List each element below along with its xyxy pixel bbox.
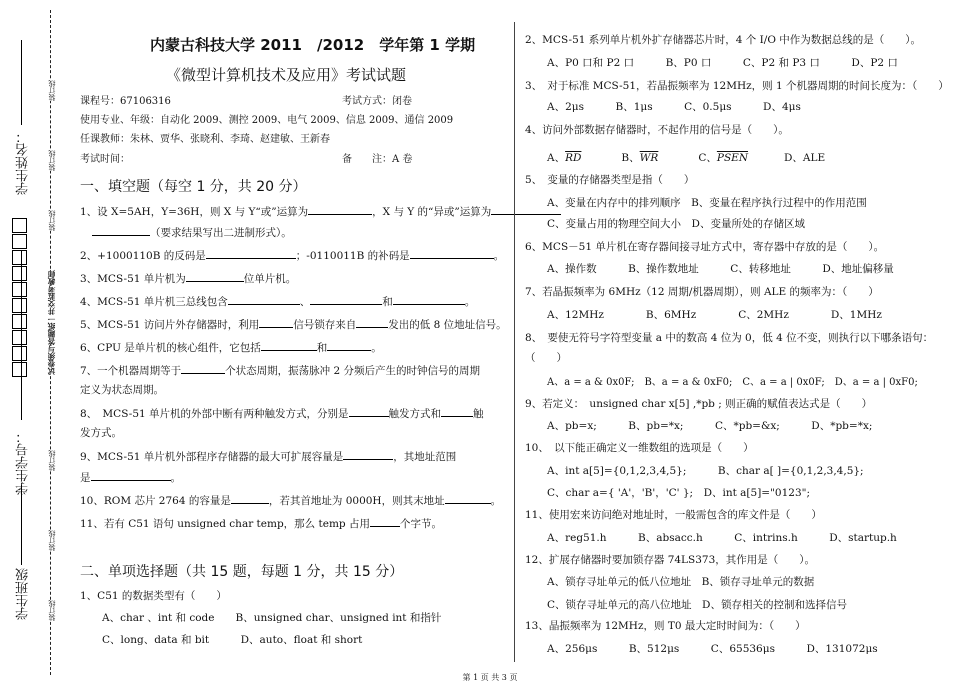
s1-question-7	[80, 362, 480, 378]
remark: 备 注：A 卷	[342, 154, 413, 165]
q8-blank-1[interactable]	[349, 405, 389, 417]
q10-blank-2[interactable]	[445, 492, 491, 504]
student-id-label: 学生学号：	[16, 430, 31, 495]
course-no: 课程号：67106316	[80, 96, 171, 107]
q10-text-b: ，若其首地址为 0000H，则其末地址	[268, 495, 445, 507]
s2-q5-options-ab: A、变量在内存中的排列顺序 B、变量在程序执行过程中的作用范围	[547, 197, 867, 209]
s2-question-8-cont: （ ）	[525, 352, 567, 364]
s2-q12-options-cd: C、锁存寻址单元的高八位地址 D、锁存相关的控制和选择信号	[547, 599, 847, 611]
q1-text-a: 1、设 X=5AH，Y=36H，则 X 与 Y“或”运算为	[80, 206, 309, 218]
exam-time: 考试时间：	[80, 154, 130, 165]
q9-blank-1[interactable]	[343, 448, 393, 460]
s1-question-8	[80, 405, 484, 421]
s2-question-3: 3、 对于标准 MCS-51，若晶振频率为 12MHz，则 1 个机器周期的时间长度为：（ ）	[525, 80, 949, 92]
q9-text-c: 是	[80, 472, 91, 484]
s2-q7-options: A、12MHz B、6MHz C、2MHz D、1MHz	[547, 309, 882, 321]
s2-question-12: 12、扩展存储器时要加锁存器 74LS373，其作用是（ ）。	[525, 554, 816, 566]
seal-mark-3: 装订线	[48, 210, 56, 231]
q8-text-c: 触	[473, 408, 484, 420]
s1-question-3	[80, 270, 296, 286]
q6-text-a: 6、CPU 是单片机的核心组件，它包括	[80, 342, 261, 354]
q10-text-c: 。	[490, 495, 502, 507]
q5-text-a: 5、MCS-51 访问片外存储器时，利用	[80, 319, 260, 331]
section2-title: 二、单项选择题（共 15 题，每题 1 分，共 15 分）	[80, 564, 404, 580]
student-name-label: 学生姓名：	[16, 130, 31, 195]
s1-question-9	[80, 448, 456, 464]
s2-q1-options-cd: C、long、data 和 bit D、auto、float 和 short	[102, 634, 363, 646]
q1-text-b: ，X 与 Y 的“异或”运算为	[372, 206, 492, 218]
q10-text-a: 10、ROM 芯片 2764 的容量是	[80, 495, 231, 507]
s2-question-10: 10、 以下能正确定义一维数组的选项是（ ）	[525, 442, 754, 454]
s2-q1-options-ab: A、char 、int 和 code B、unsigned char、unsigned int 和指针	[102, 612, 442, 624]
s2-question-1: 1、C51 的数据类型有（ ）	[80, 590, 227, 602]
s2-q6-options: A、操作数 B、操作数地址 C、转移地址 D、地址偏移量	[547, 263, 894, 275]
q4-text-d: 。	[464, 296, 476, 308]
seal-mark-6: 装订线	[48, 600, 56, 621]
q8-text-a: 8、 MCS-51 单片机的外部中断有两种触发方式，分别是	[80, 408, 349, 420]
notice-text: 试卷须与答题纸一并交监考教师	[47, 270, 56, 375]
q1-blank-1[interactable]	[308, 203, 372, 215]
student-id-box[interactable]	[12, 346, 27, 361]
q11-text-b: 个字节。	[399, 518, 442, 530]
student-id-box[interactable]	[12, 234, 27, 249]
s2-question-9: 9、若定义： unsigned char x[5] ,*pb ; 则正确的赋值表达式是（ ）	[525, 398, 873, 410]
s1-question-2	[80, 247, 504, 263]
q4-text-a: 4、MCS-51 单片机三总线包含	[80, 296, 228, 308]
q8-text-b: 触发方式和	[388, 408, 442, 420]
s1-question-1	[80, 203, 561, 219]
student-id-box[interactable]	[12, 298, 27, 313]
seal-mark-5: 装订线	[48, 530, 56, 551]
student-id-box[interactable]	[12, 266, 27, 281]
q4-text-b: 、	[299, 296, 311, 308]
s2-question-8: 8、 要使无符号字符型变量 a 中的数高 4 位为 0，低 4 位不变，则执行以下哪条语句：	[525, 332, 934, 344]
q10-blank-1[interactable]	[231, 492, 269, 504]
seal-mark-2: 装订线	[48, 150, 56, 171]
name-underline	[21, 40, 22, 125]
q1-text-c: （要求结果写出二进制形式）。	[150, 227, 292, 239]
q9-text-a: 9、MCS-51 单片机外部程序存储器的最大可扩展容量是	[80, 451, 344, 463]
q2-blank-1[interactable]	[206, 247, 296, 259]
binding-margin	[0, 0, 62, 691]
s2-question-4: 4、访问外部数据存储器时，不起作用的信号是（ ）。	[525, 124, 789, 136]
q6-text-b: 和	[316, 342, 328, 354]
q3-text-b: 位单片机。	[243, 273, 297, 285]
q9-text-b: ，其地址范围	[393, 451, 457, 463]
q3-blank-1[interactable]	[186, 270, 244, 282]
q4-text-c: 和	[382, 296, 393, 308]
q4-option-c-signal: PSEN	[716, 152, 749, 164]
q2-text-c: 。	[493, 250, 505, 262]
s1-question-7-cont: 定义为状态周期。	[80, 384, 164, 396]
exam-title: 《微型计算机技术及应用》考试试题	[166, 66, 407, 84]
q2-text-b: ；-0110011B 的补码是	[295, 250, 410, 262]
student-id-box[interactable]	[12, 282, 27, 297]
q9-blank-2[interactable]	[91, 469, 171, 481]
university-line: 内蒙古科技大学 2011 /2012 学年第 1 学期	[150, 36, 476, 54]
q3-text-a: 3、MCS-51 单片机为	[80, 273, 186, 285]
exam-method: 考试方式：闭卷	[342, 96, 412, 107]
q5-text-c: 发出的低 8 位地址信号。	[388, 319, 507, 331]
student-id-box[interactable]	[12, 218, 27, 233]
seal-mark-4: 装订线	[48, 450, 56, 471]
s2-q9-options: A、pb=x; B、pb=*x; C、*pb=&x; D、*pb=*x;	[547, 420, 873, 432]
q4-option-a-signal: $\overline{RD}$	[565, 152, 582, 164]
s2-q11-options: A、reg51.h B、absacc.h C、intrins.h D、startup.h	[547, 532, 897, 544]
student-class-label: 学生班级	[16, 568, 31, 620]
student-id-box[interactable]	[12, 250, 27, 265]
q11-text-a: 11、若有 C51 语句 unsigned char temp，那么 temp 占用	[80, 518, 370, 530]
s2-q2-options: A、P0 口和 P2 口 B、P0 口 C、P2 和 P3 口 D、P2 口	[547, 57, 898, 69]
q5-blank-1[interactable]	[259, 316, 293, 328]
q5-text-b: 信号锁存来自	[293, 319, 357, 331]
column-divider	[514, 22, 515, 662]
q6-text-c: 。	[371, 342, 382, 354]
s2-q10-options-ab: A、int a[5]={0,1,2,3,4,5}; B、char a[ ]={0,1,2,3,4,5};	[547, 465, 864, 477]
q4-option-a-prefix: A、	[547, 152, 566, 164]
s1-question-6	[80, 339, 382, 355]
q2-text-a: 2、+1000110B 的反码是	[80, 250, 206, 262]
s1-question-8-cont: 发方式。	[80, 427, 122, 439]
q4-blank-1[interactable]	[228, 293, 300, 305]
student-id-box[interactable]	[12, 362, 27, 377]
q4-blank-2[interactable]	[310, 293, 382, 305]
q9-text-d: 。	[170, 472, 181, 484]
q7-text-a: 7、一个机器周期等于	[80, 365, 182, 377]
q11-blank-1[interactable]	[370, 515, 400, 527]
s2-q4-options	[547, 150, 825, 165]
q8-blank-2[interactable]	[441, 405, 473, 417]
page-footer: 第 1 页 共 3 页	[462, 673, 518, 682]
s1-question-5	[80, 316, 507, 332]
s2-q5-options-cd: C、变量占用的物理空间大小 D、变量所处的存储区域	[547, 218, 805, 230]
student-id-box[interactable]	[12, 314, 27, 329]
seal-mark-1: 装订线	[48, 80, 56, 101]
s2-question-13: 13、晶振频率为 12MHz，则 T0 最大定时时间为：（ ）	[525, 620, 806, 632]
s1-question-9-cont	[80, 469, 181, 485]
q4-blank-3[interactable]	[393, 293, 465, 305]
student-id-boxes[interactable]	[12, 218, 27, 377]
q4-option-d: D、ALE	[784, 152, 826, 164]
q4-option-b-signal: $\overline{WR}$	[639, 152, 659, 164]
class-underline	[21, 485, 22, 565]
q7-blank-1[interactable]	[181, 362, 225, 374]
q2-blank-2[interactable]	[410, 247, 494, 259]
q4-option-c-prefix: C、	[698, 152, 717, 164]
s1-question-4	[80, 293, 475, 309]
teachers: 任课教师：朱林、贾华、张晓利、李琦、赵建敏、王新春	[80, 134, 330, 145]
s2-question-6: 6、MCS－51 单片机在寄存器间接寻址方式中，寄存器中存放的是（ ）。	[525, 241, 885, 253]
s1-question-1-cont	[80, 224, 292, 240]
q6-blank-1[interactable]	[261, 339, 317, 351]
s2-q10-options-cd: C、char a={ 'A'，'B'，'C' }; D、int a[5]="0123";	[547, 487, 811, 499]
s2-question-11: 11、使用宏来访问绝对地址时，一般需包含的库文件是（ ）	[525, 509, 822, 521]
q1-blank-3[interactable]	[92, 224, 150, 236]
s1-question-11	[80, 515, 442, 531]
student-id-box[interactable]	[12, 330, 27, 345]
s2-question-5: 5、 变量的存储器类型是指（ ）	[525, 174, 695, 186]
s2-q13-options: A、256μs B、512μs C、65536μs D、131072μs	[547, 643, 878, 655]
q6-blank-2[interactable]	[327, 339, 371, 351]
s2-question-7: 7、若晶振频率为 6MHz（12 周期/机器周期），则 ALE 的频率为：（ ）	[525, 286, 879, 298]
q4-option-b-prefix: B、	[621, 152, 640, 164]
s2-q8-options: A、a = a & 0x0F; B、a = a & 0xF0; C、a = a | 0x0F; D、a = a | 0xF0;	[547, 377, 918, 388]
q7-text-b: 个状态周期，振荡脉冲 2 分频后产生的时钟信号的周期	[225, 365, 481, 377]
s2-question-2: 2、MCS-51 系列单片机外扩存储器芯片时，4 个 I/O 中作为数据总线的是（ ）。	[525, 34, 922, 46]
q5-blank-2[interactable]	[356, 316, 388, 328]
applicable-majors: 使用专业、年级：自动化 2009、测控 2009、电气 2009、信息 2009、通信 2009	[80, 115, 454, 126]
s1-question-10	[80, 492, 501, 508]
s2-q12-options-ab: A、锁存寻址单元的低八位地址 B、锁存寻址单元的数据	[547, 576, 815, 588]
section1-title: 一、填空题（每空 1 分，共 20 分）	[80, 179, 307, 195]
s2-q3-options: A、2μs B、1μs C、0.5μs D、4μs	[547, 101, 801, 113]
